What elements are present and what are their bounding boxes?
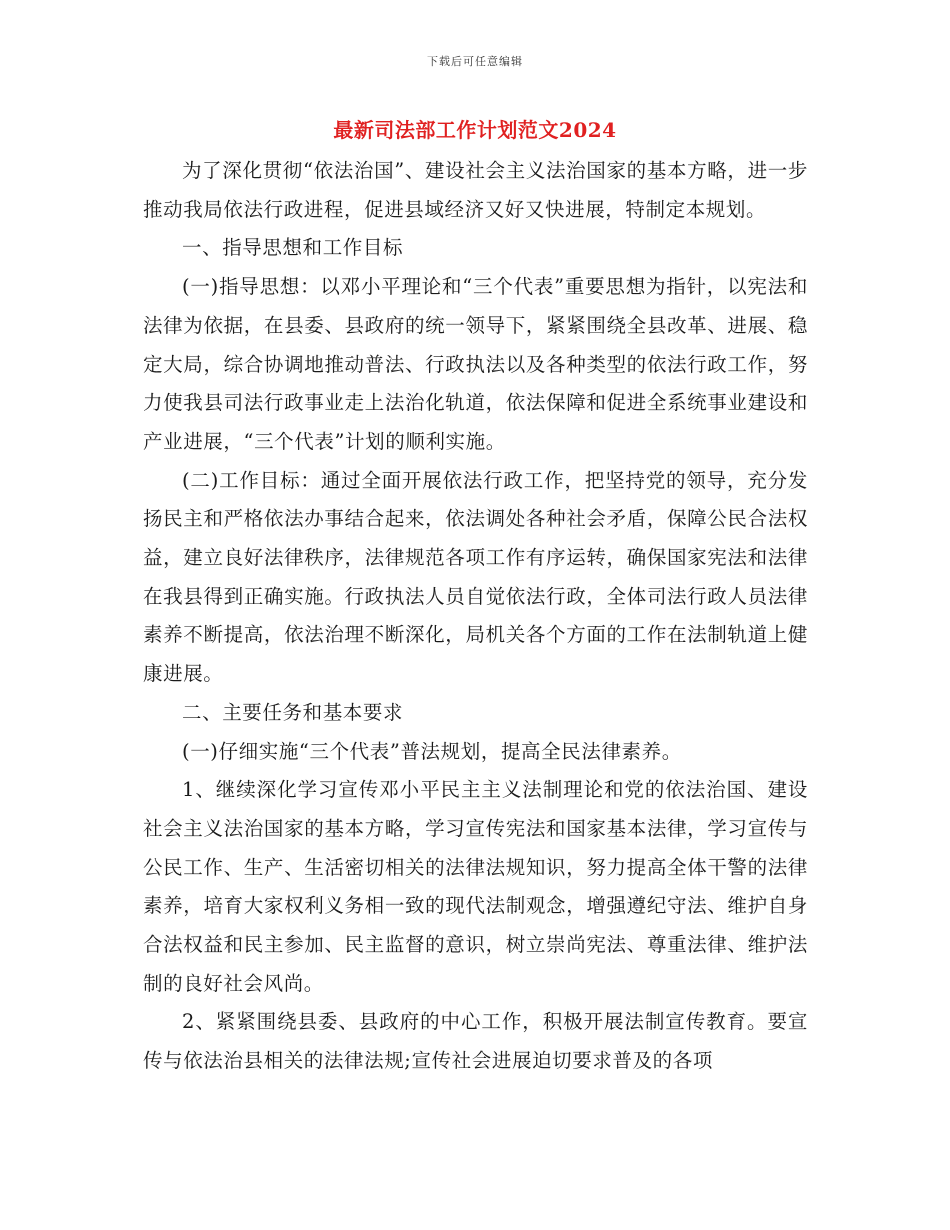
paragraph-work-goals: (二)工作目标：通过全面开展依法行政工作，把坚持党的领导，充分发扬民主和严格依法办事结合起来，依法调处各种社会矛盾，保障公民合法权益，建立良好法律秩序，法律规范各项工作有序运转，确保国家宪法和法律在我县得到正确实施。行政执法人员自觉依法行政，全体司法行政人员法律素养不断提高，依法治理不断深化，局机关各个方面的工作在法制轨道上健康进展。: [143, 468, 808, 686]
heading-section-1: 一、指导思想和工作目标: [182, 236, 404, 260]
header-note: 下载后可任意编辑: [427, 55, 523, 68]
document-body: [143, 152, 808, 1081]
document-title: 最新司法部工作计划范文2024: [333, 118, 617, 142]
paragraph-guiding-thought: (一)指导思想：以邓小平理论和“三个代表”重要思想为指针，以宪法和法律为依据，在县委、县政府的统一领导下，紧紧围绕全县改革、进展、稳定大局，综合协调地推动普法、行政执法以及各种类型的依法行政工作，努力使我县司法行政事业走上法治化轨道，依法保障和促进全系统事业建设和产业进展，“三个代表”计划的顺利实施。: [143, 275, 808, 453]
paragraph-item-1: 1、继续深化学习宣传邓小平民主主义法制理论和党的依法治国、建设社会主义法治国家的基本方略，学习宣传宪法和国家基本法律，学习宣传与公民工作、生产、生活密切相关的法律法规知识，努力提高全体干警的法律素养，培育大家权利义务相一致的现代法制观念，增强遵纪守法、维护自身合法权益和民主参加、民主监督的意识，树立崇尚宪法、尊重法律、维护法制的良好社会风尚。: [143, 778, 808, 995]
subheading-task-1: (一)仔细实施“三个代表”普法规划，提高全民法律素养。: [182, 739, 682, 763]
paragraph-item-2: 2、紧紧围绕县委、县政府的中心工作，积极开展法制宣传教育。要宣传与依法治县相关的法律法规;宣传社会进展迫切要求普及的各项: [143, 1010, 808, 1073]
heading-section-2: 二、主要任务和基本要求: [182, 700, 404, 724]
paragraph-intro: 为了深化贯彻“依法治国”、建设社会主义法治国家的基本方略，进一步推动我局依法行政进程，促进县域经济又好又快进展，特制定本规划。: [143, 159, 808, 221]
